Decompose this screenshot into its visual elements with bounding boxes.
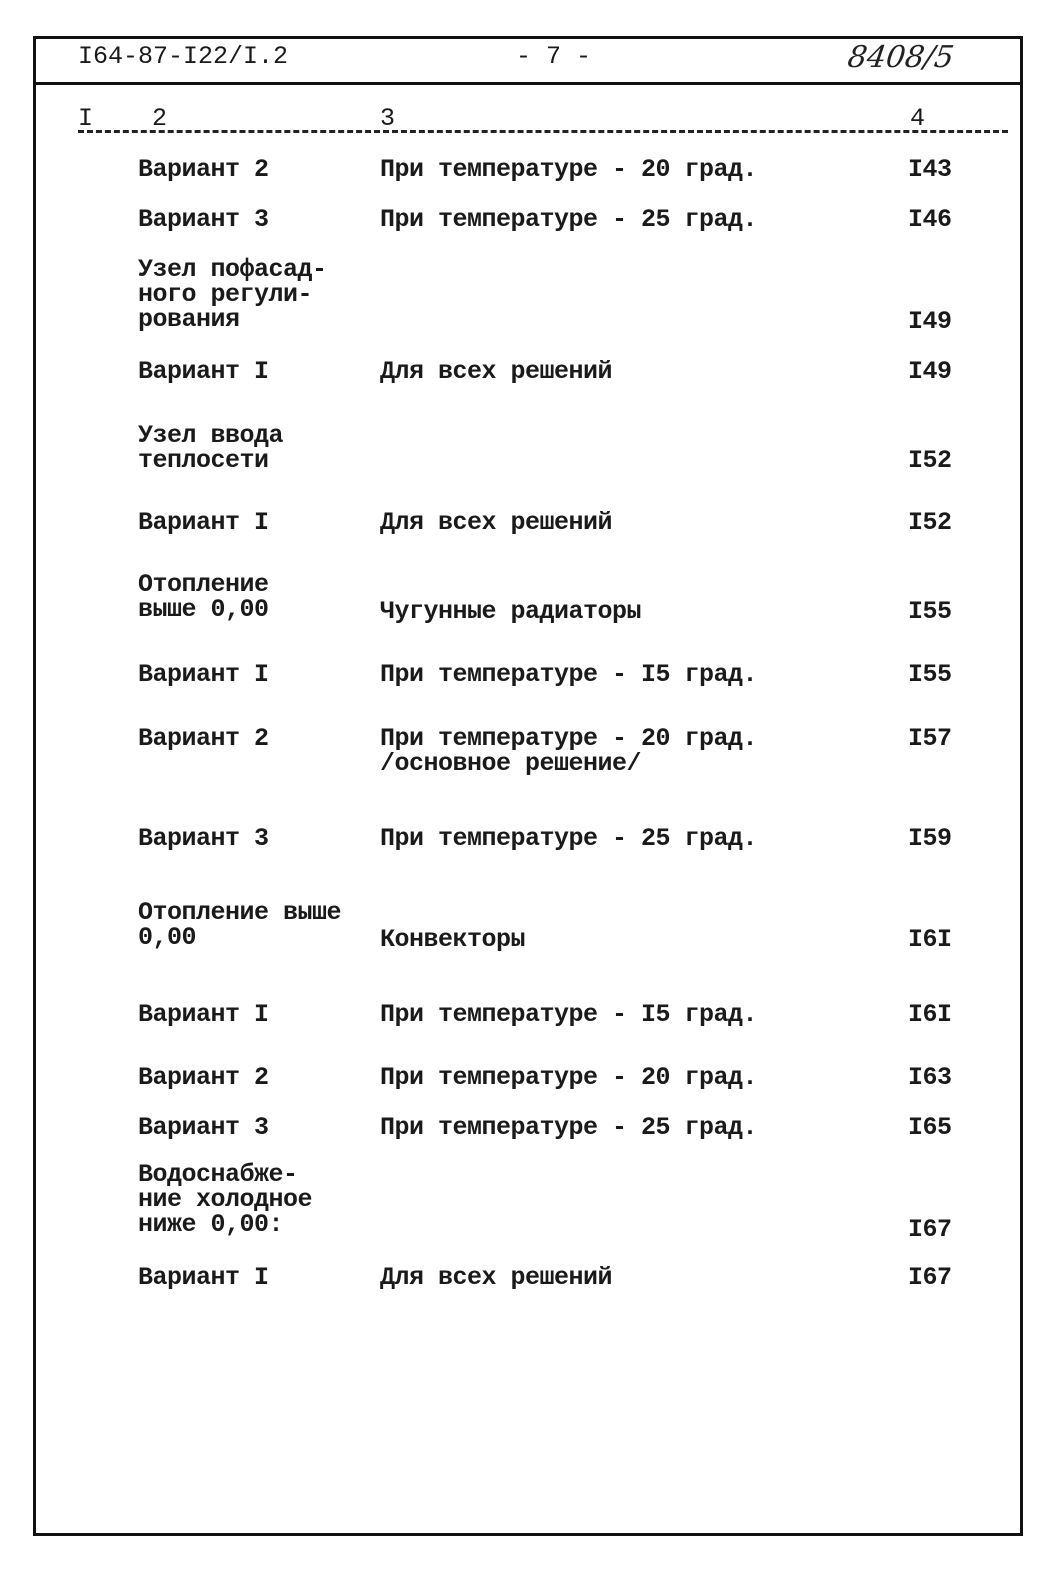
row-name: Вариант 3: [138, 1113, 269, 1142]
row-description: При температуре - 20 град.: [380, 1063, 758, 1092]
column-number-3: 3: [380, 104, 396, 133]
row-description: При температуре - 20 град.: [380, 155, 758, 184]
row-page: I6I: [908, 1000, 952, 1029]
row-description: При температуре - I5 град.: [380, 1000, 758, 1029]
row-name: Отопление выше 0,00: [138, 898, 342, 952]
row-name: Вариант 2: [138, 155, 269, 184]
row-page: I43: [908, 155, 952, 184]
row-page: I49: [908, 357, 952, 386]
row-name: Вариант 3: [138, 824, 269, 853]
row-page: I59: [908, 824, 952, 853]
row-name: Узел ввода теплосети: [138, 421, 284, 475]
row-description: При температуре - I5 град.: [380, 660, 758, 689]
row-description: При температуре - 25 град.: [380, 1113, 758, 1142]
row-name: Вариант 2: [138, 724, 269, 753]
row-name: Вариант 3: [138, 205, 269, 234]
column-number-2: 2: [152, 104, 168, 133]
row-name: Вариант I: [138, 1263, 269, 1292]
row-page: I6I: [908, 925, 952, 954]
row-description: Для всех решений: [380, 357, 613, 386]
row-page: I49: [908, 307, 952, 336]
row-description: Конвекторы: [380, 925, 526, 954]
row-name: Вариант I: [138, 1000, 269, 1029]
row-page: I65: [908, 1113, 952, 1142]
row-page: I55: [908, 597, 952, 626]
row-page: I52: [908, 508, 952, 537]
row-description: Для всех решений: [380, 508, 613, 537]
row-description: Чугунные радиаторы: [380, 597, 642, 626]
document-code: I64-87-I22/I.2: [78, 42, 289, 71]
row-page: I46: [908, 205, 952, 234]
row-name: Узел пофасад- ного регули- рования: [138, 255, 327, 334]
column-number-4: 4: [910, 104, 926, 133]
row-description: При температуре - 20 град. /основное решение/: [380, 724, 758, 778]
row-name: Вариант I: [138, 508, 269, 537]
row-name: Вариант 2: [138, 1063, 269, 1092]
column-number-1: I: [78, 104, 94, 133]
row-description: Для всех решений: [380, 1263, 613, 1292]
row-page: I57: [908, 724, 952, 753]
row-name: Отопление выше 0,00: [138, 570, 269, 624]
row-page: I55: [908, 660, 952, 689]
row-name: Вариант I: [138, 660, 269, 689]
row-page: I63: [908, 1063, 952, 1092]
row-name: Водоснабже- ние холодное ниже 0,00:: [138, 1160, 313, 1239]
row-page: I67: [908, 1215, 952, 1244]
column-header-dashed-line: [78, 130, 1008, 133]
handwritten-number: 8408/5: [845, 40, 957, 75]
row-page: I52: [908, 446, 952, 475]
row-page: I67: [908, 1263, 952, 1292]
row-description: При температуре - 25 град.: [380, 824, 758, 853]
row-name: Вариант I: [138, 357, 269, 386]
page-number: - 7 -: [516, 42, 592, 71]
header-divider: [33, 82, 1023, 85]
row-description: При температуре - 25 град.: [380, 205, 758, 234]
